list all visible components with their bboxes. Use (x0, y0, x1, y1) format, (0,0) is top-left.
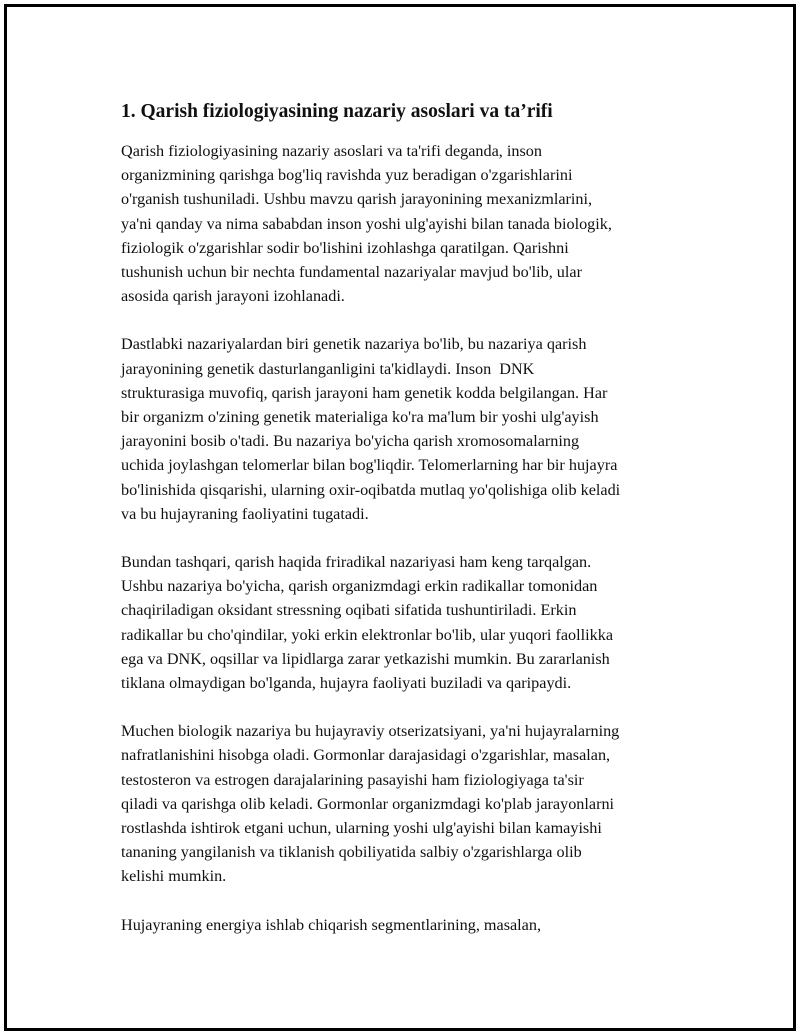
text-line: rostlashda ishtirok etgani uchun, ularning yoshi ulg'ayishi bilan kamayishi (121, 819, 602, 838)
paragraph-free-radical-theory (121, 550, 706, 695)
text-line: fiziologik o'zgarishlar sodir bo'lishini izohlashga qaratilgan. Qarishni (121, 238, 569, 257)
text-line: nafratlanishini hisobga oladi. Gormonlar darajasidagi o'zgarishlar, masalan, (121, 746, 611, 765)
text-line: uchida joylashgan telomerlar bilan bog'liqdir. Telomerlarning har bir hujayra (121, 456, 618, 475)
text-line: asosida qarish jarayoni izohlanadi. (121, 287, 345, 306)
section-heading: 1. Qarish fiziologiyasining nazariy asoslari va ta’rifi (121, 101, 553, 122)
text-line: o'rganish tushuniladi. Ushbu mavzu qarish jarayonining mexanizmlarini, (121, 190, 593, 209)
paragraph-genetic-theory (121, 332, 706, 526)
text-line: ega va DNK, oqsillar va lipidlarga zarar yetkazishi mumkin. Bu zararlanish (121, 649, 610, 668)
text-line: Qarish fiziologiyasining nazariy asoslari va ta'rifi deganda, inson (121, 142, 542, 160)
text-line: testosteron va estrogen darajalarining pasayishi ham fiziologiyaga ta'sir (121, 770, 584, 789)
text-line: strukturasiga muvofiq, qarish jarayoni ham genetik kodda belgilangan. Har (121, 383, 608, 402)
text-line: tushunish uchun bir nechta fundamental nazariyalar mavjud bo'lib, ular (121, 263, 582, 282)
paragraph-energy (121, 913, 706, 937)
text-line: Ushbu nazariya bo'yicha, qarish organizmdagi erkin radikallar tomonidan (121, 577, 598, 596)
page-frame (4, 4, 796, 1031)
text-line: qiladi va qarishga olib keladi. Gormonlar organizmdagi ko'plab jarayonlarni (121, 794, 615, 813)
text-line: Bundan tashqari, qarish haqida friradikal nazariyasi ham keng tarqalgan. (121, 553, 592, 572)
text-line: Dastlabki nazariyalardan biri genetik nazariya bo'lib, bu nazariya qarish (121, 335, 587, 354)
text-line: Muchen biologik nazariya bu hujayraviy otserizatsiyani, ya'ni hujayralarning (121, 722, 620, 741)
text-line: bo'linishida qisqarishi, ularning oxir-oqibatda mutlaq yo'qolishiga olib keladi (121, 480, 621, 499)
text-line: ya'ni qanday va nima sababdan inson yoshi ulg'ayishi bilan tanada biologik, (121, 214, 612, 233)
text-line: jarayonini bosib o'tadi. Bu nazariya bo'yicha qarish xromosomalarning (121, 432, 580, 451)
text-line: kelishi mumkin. (121, 867, 227, 886)
paragraph-intro (121, 139, 706, 308)
text-line: organizmining qarishga bog'liq ravishda yuz beradigan o'zgarishlarini (121, 166, 573, 185)
text-line: bir organizm o'zining genetik materialiga ko'ra ma'lum bir yoshi ulg'ayish (121, 408, 599, 427)
document-body (121, 99, 706, 961)
text-line: tiklana olmaydigan bo'lganda, hujayra faoliyati buziladi va qaripaydi. (121, 674, 572, 693)
text-line: chaqiriladigan oksidant stressning oqibati sifatida tushuntiriladi. Erkin (121, 601, 577, 620)
text-line: radikallar bu cho'qindilar, yoki erkin elektronlar bo'lib, ular yuqori faollikka (121, 625, 614, 644)
text-line: jarayonining genetik dasturlanganligini ta'kidlaydi. Inson DNK (121, 359, 535, 378)
text-line: va bu hujayraning faoliyatini tugatadi. (121, 504, 369, 523)
paragraph-biological-theory (121, 719, 706, 888)
text-line: tananing yangilanish va tiklanish qobiliyatida salbiy o'zgarishlarga olib (121, 843, 582, 862)
text-line: Hujayraning energiya ishlab chiqarish segmentlarining, masalan, (121, 915, 542, 934)
